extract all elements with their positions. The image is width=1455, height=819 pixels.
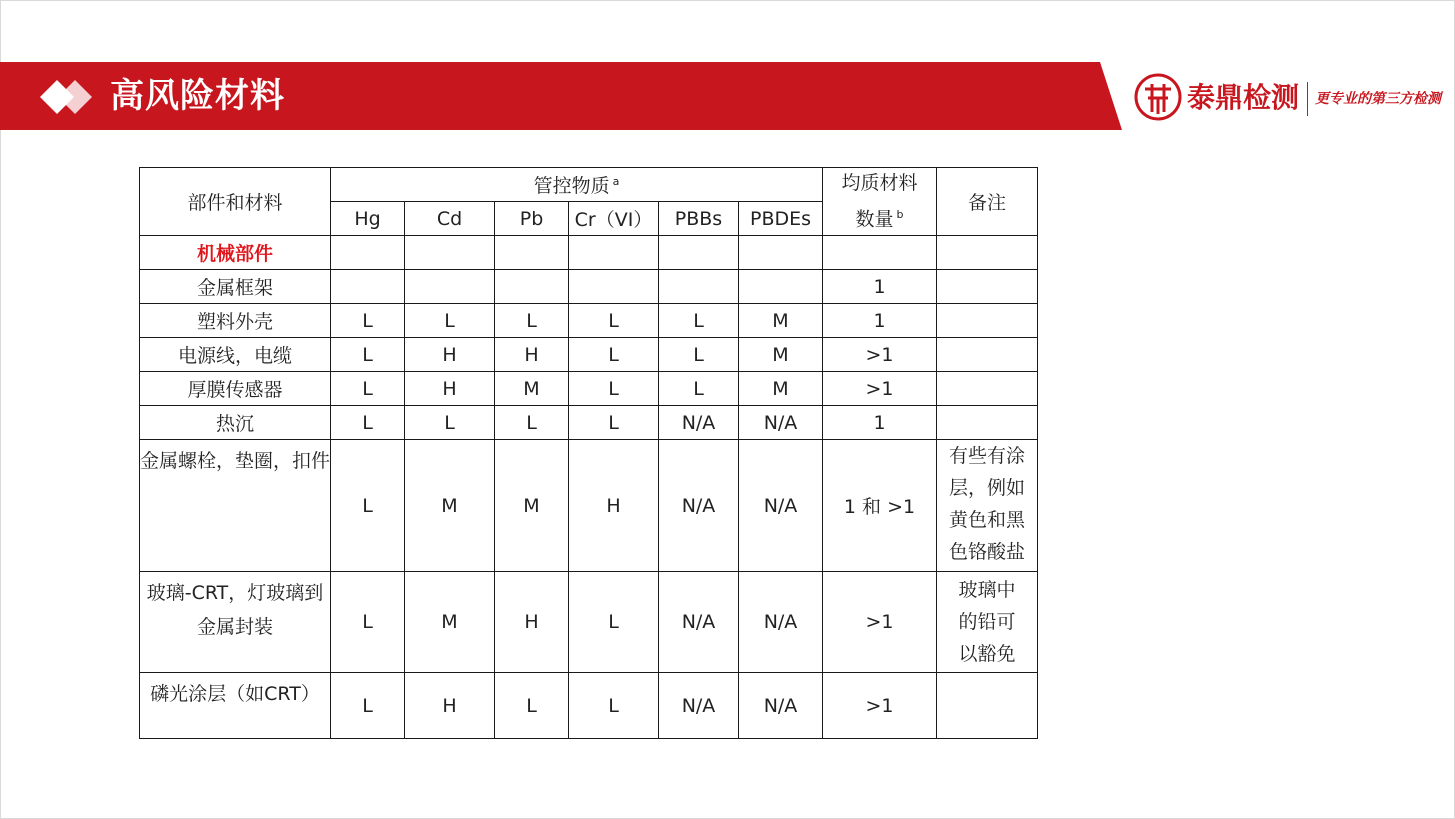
value-cell: L — [569, 338, 659, 372]
table-row — [140, 304, 1038, 338]
header-pbbs: PBBs — [659, 202, 739, 236]
table-row — [140, 440, 1038, 572]
value-cell: L — [331, 338, 405, 372]
part-name: 电源线，电缆 — [140, 338, 331, 372]
value-cell: M — [405, 440, 495, 572]
value-cell: L — [331, 372, 405, 406]
table-row — [140, 270, 1038, 304]
value-cell — [331, 270, 405, 304]
section-label: 机械部件 — [140, 236, 331, 270]
count-cell: >1 — [823, 673, 937, 739]
header-homogeneous — [823, 168, 937, 236]
section-row — [140, 236, 1038, 270]
value-cell: N/A — [739, 440, 823, 572]
note-cell — [937, 406, 1038, 440]
count-cell: 1 — [823, 304, 937, 338]
value-cell: L — [659, 338, 739, 372]
header-homogeneous-footnote: b — [896, 208, 904, 221]
header-component: 部件和材料 — [140, 168, 331, 236]
note-cell — [937, 338, 1038, 372]
header-cd: Cd — [405, 202, 495, 236]
value-cell: H — [569, 440, 659, 572]
value-cell: L — [405, 406, 495, 440]
table-row — [140, 572, 1038, 673]
count-cell: >1 — [823, 372, 937, 406]
slide-title: 高风险材料 — [110, 76, 285, 116]
value-cell: L — [495, 673, 569, 739]
table-cell — [937, 236, 1038, 270]
note-cell: 有些有涂层，例如黄色和黑色铬酸盐 — [937, 440, 1038, 572]
part-name: 热沉 — [140, 406, 331, 440]
value-cell: L — [405, 304, 495, 338]
table-cell — [569, 236, 659, 270]
value-cell — [569, 270, 659, 304]
part-name: 厚膜传感器 — [140, 372, 331, 406]
value-cell: L — [331, 572, 405, 673]
value-cell — [659, 270, 739, 304]
value-cell: M — [495, 372, 569, 406]
note-cell: 玻璃中的铅可以豁免 — [937, 572, 1038, 673]
value-cell: H — [405, 338, 495, 372]
header-controlled-label: 管控物质 — [533, 175, 610, 198]
part-name: 玻璃-CRT，灯玻璃到金属封装 — [140, 572, 331, 673]
value-cell: L — [659, 304, 739, 338]
value-cell — [495, 270, 569, 304]
value-cell: L — [331, 673, 405, 739]
count-cell: >1 — [823, 338, 937, 372]
value-cell — [405, 270, 495, 304]
brand-name: 泰鼎检测 — [1187, 81, 1300, 114]
table-cell — [331, 236, 405, 270]
value-cell: L — [569, 304, 659, 338]
value-cell: L — [569, 572, 659, 673]
value-cell: N/A — [739, 406, 823, 440]
value-cell: M — [739, 338, 823, 372]
value-cell: L — [659, 372, 739, 406]
table-cell — [405, 236, 495, 270]
table-cell — [495, 236, 569, 270]
value-cell: N/A — [739, 572, 823, 673]
note-cell — [937, 372, 1038, 406]
value-cell: L — [495, 406, 569, 440]
value-cell: L — [331, 440, 405, 572]
value-cell: H — [405, 372, 495, 406]
brand-slogan: 更专业的第三方检测 — [1315, 91, 1441, 107]
table-row — [140, 338, 1038, 372]
diamond-bullet-icon — [40, 80, 92, 114]
count-cell: >1 — [823, 572, 937, 673]
part-name: 磷光涂层（如CRT） — [140, 673, 331, 739]
brand-emblem-icon — [1133, 72, 1183, 122]
part-name: 金属框架 — [140, 270, 331, 304]
header-homogeneous-line1: 均质材料 — [841, 172, 918, 194]
value-cell: M — [739, 304, 823, 338]
value-cell: L — [569, 372, 659, 406]
value-cell: H — [495, 338, 569, 372]
value-cell: H — [495, 572, 569, 673]
value-cell: L — [569, 406, 659, 440]
value-cell: N/A — [739, 673, 823, 739]
note-cell — [937, 673, 1038, 739]
value-cell: N/A — [659, 572, 739, 673]
part-name: 金属螺栓，垫圈，扣件 — [140, 440, 331, 572]
value-cell: H — [405, 673, 495, 739]
value-cell — [739, 270, 823, 304]
table-row — [140, 673, 1038, 739]
value-cell: N/A — [659, 440, 739, 572]
table-row — [140, 372, 1038, 406]
count-cell: 1 — [823, 270, 937, 304]
header-row — [140, 168, 1038, 202]
value-cell: M — [495, 440, 569, 572]
value-cell: N/A — [659, 406, 739, 440]
part-name: 塑料外壳 — [140, 304, 331, 338]
value-cell: L — [569, 673, 659, 739]
materials-table — [139, 167, 1038, 739]
table-cell — [739, 236, 823, 270]
table-cell — [659, 236, 739, 270]
value-cell: M — [405, 572, 495, 673]
header-pb: Pb — [495, 202, 569, 236]
note-cell — [937, 304, 1038, 338]
value-cell: L — [495, 304, 569, 338]
value-cell: L — [331, 304, 405, 338]
table-cell — [823, 236, 937, 270]
header-controlled-footnote: a — [612, 174, 620, 188]
count-cell: 1 和 >1 — [823, 440, 937, 572]
header-homogeneous-line2: 数量 — [855, 208, 894, 231]
count-cell: 1 — [823, 406, 937, 440]
header-cr6: Cr（VI） — [569, 202, 659, 236]
value-cell: N/A — [659, 673, 739, 739]
header-hg: Hg — [331, 202, 405, 236]
header-pbdes: PBDEs — [739, 202, 823, 236]
brand-divider — [1307, 82, 1308, 116]
value-cell: M — [739, 372, 823, 406]
header-controlled — [331, 168, 823, 202]
value-cell: L — [331, 406, 405, 440]
header-remarks: 备注 — [937, 168, 1038, 236]
table-row — [140, 406, 1038, 440]
brand-logo — [1133, 72, 1453, 124]
note-cell — [937, 270, 1038, 304]
